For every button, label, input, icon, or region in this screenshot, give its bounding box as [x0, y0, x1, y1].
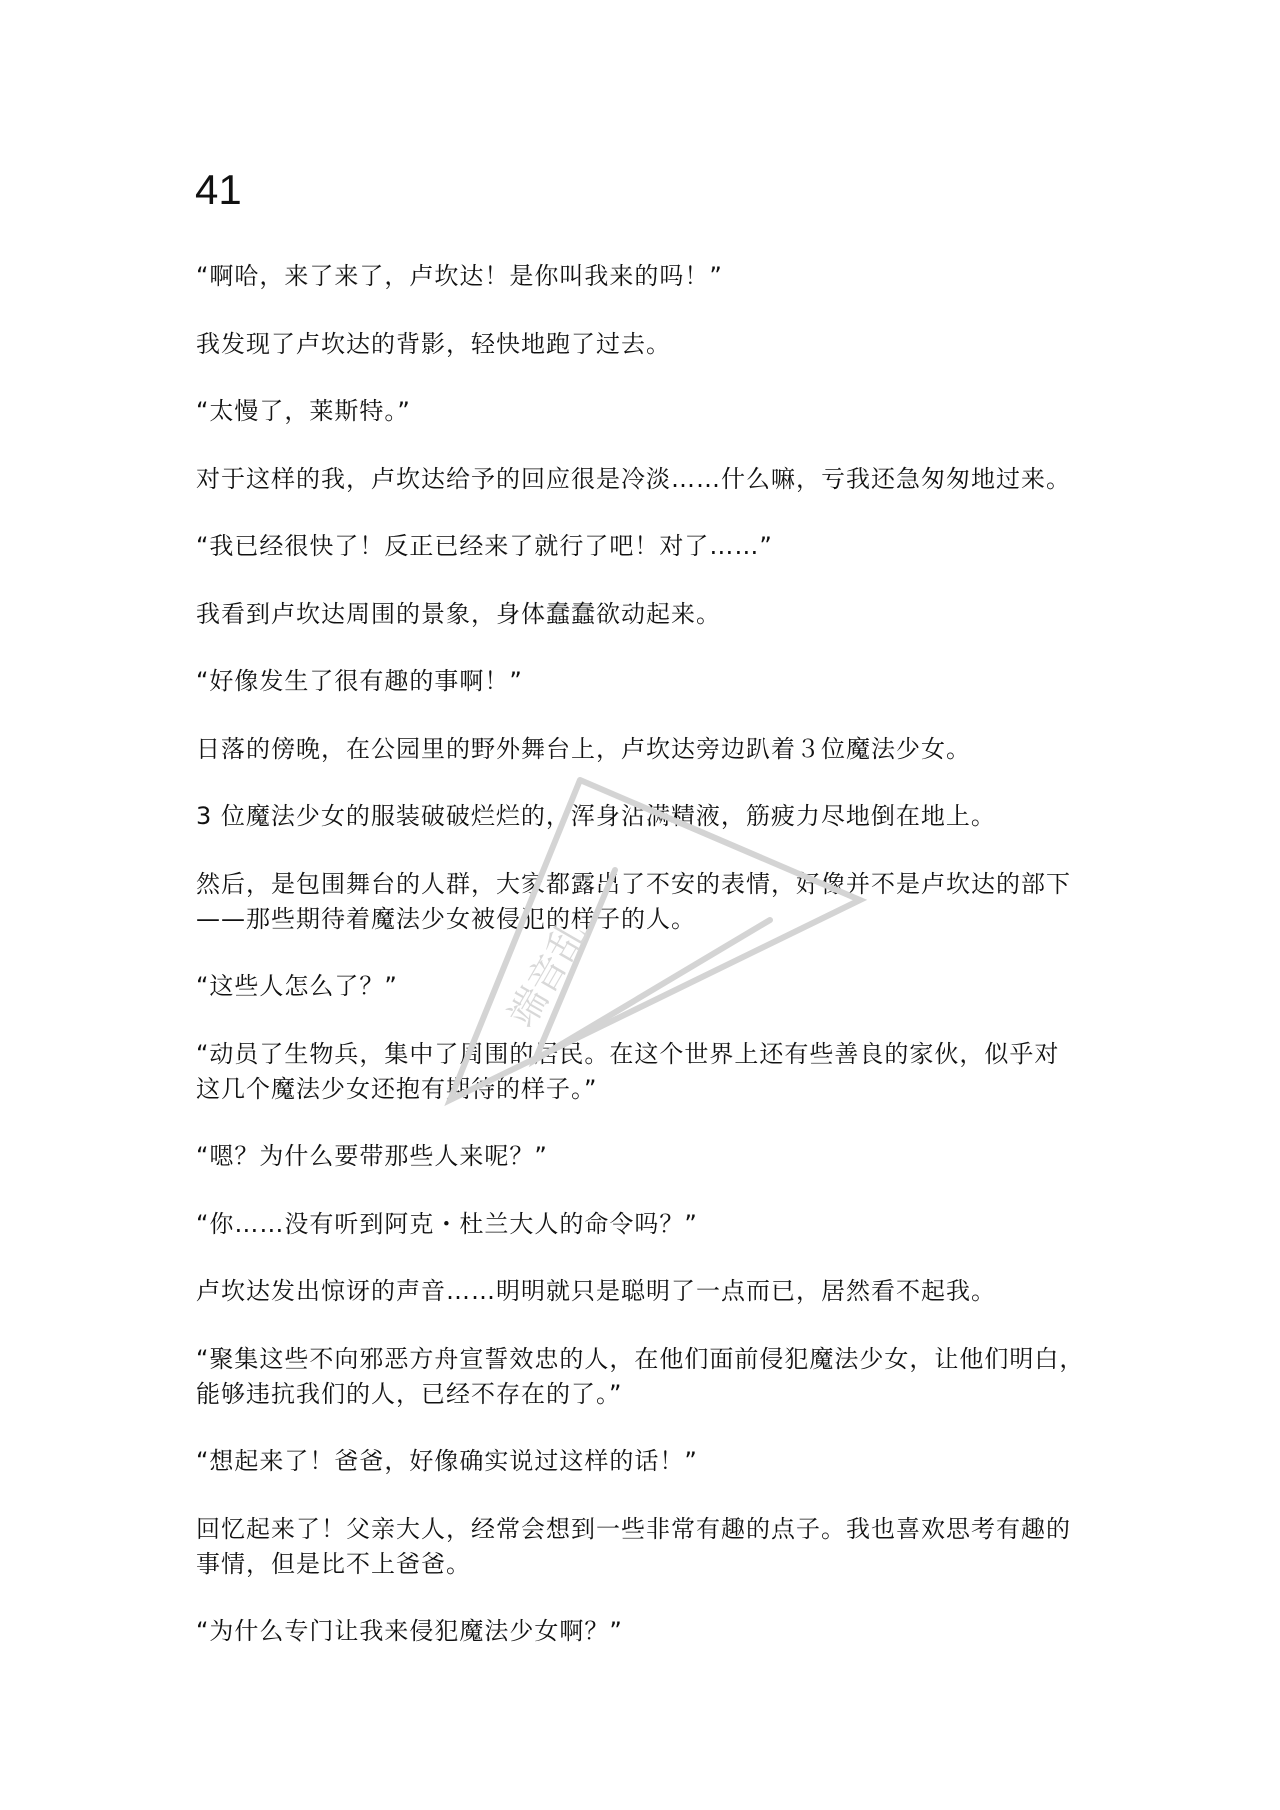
paragraph	[196, 1614, 1116, 1649]
paragraph-line: 卢坎达发出惊讶的声音……明明就只是聪明了一点而已，居然看不起我。	[196, 1277, 996, 1305]
paragraph	[196, 394, 1116, 429]
paragraph	[196, 664, 1116, 699]
paragraph	[196, 327, 1116, 362]
paragraph-line: “好像发生了很有趣的事啊！”	[196, 667, 523, 695]
paragraph-line: “我已经很快了！反正已经来了就行了吧！对了……”	[196, 532, 773, 560]
paragraph	[196, 597, 1116, 632]
chapter-number: 41	[195, 166, 242, 213]
paragraph-line: 然后，是包围舞台的人群，大家都露出了不安的表情，好像并不是卢坎达的部下	[196, 869, 1071, 898]
chapter-body	[196, 259, 1116, 1682]
paragraph-line: 3 位魔法少女的服装破破烂烂的，浑身沾满精液，筋疲力尽地倒在地上。	[196, 802, 996, 830]
paragraph	[196, 462, 1116, 497]
paragraph-line: 我发现了卢坎达的背影，轻快地跑了过去。	[196, 329, 671, 358]
paragraph	[196, 1037, 1116, 1107]
paragraph-line: “啊哈，来了来了，卢坎达！是你叫我来的吗！”	[196, 262, 723, 290]
paragraph	[196, 1207, 1116, 1242]
paragraph-line: 日落的傍晚，在公园里的野外舞台上，卢坎达旁边趴着３位魔法少女。	[196, 734, 971, 763]
paragraph-line: 事情，但是比不上爸爸。	[196, 1549, 471, 1578]
paragraph	[196, 259, 1116, 294]
paragraph-line: 我看到卢坎达周围的景象，身体蠢蠢欲动起来。	[196, 599, 721, 628]
paragraph-line: 对于这样的我，卢坎达给予的回应很是冷淡……什么嘛，亏我还急匆匆地过来。	[196, 464, 1071, 493]
svg-text:端音乱: 端音乱	[499, 913, 595, 1035]
paragraph-line: “想起来了！爸爸，好像确实说过这样的话！”	[196, 1447, 698, 1475]
paragraph-line: “这些人怎么了？”	[196, 972, 398, 1000]
paragraph	[196, 529, 1116, 564]
paragraph-line: 回忆起来了！父亲大人，经常会想到一些非常有趣的点子。我也喜欢思考有趣的	[196, 1514, 1071, 1543]
paragraph-line: “聚集这些不向邪恶方舟宣誓效忠的人，在他们面前侵犯魔法少女，让他们明白，	[196, 1344, 1085, 1373]
paragraph	[196, 867, 1116, 937]
paragraph	[196, 1512, 1116, 1582]
paragraph	[196, 1139, 1116, 1174]
paragraph-line: “太慢了，莱斯特。”	[196, 397, 411, 425]
paragraph-line: “动员了生物兵，集中了周围的居民。在这个世界上还有些善良的家伙，似乎对	[196, 1039, 1060, 1068]
paragraph	[196, 1444, 1116, 1479]
paragraph-line: ——那些期待着魔法少女被侵犯的样子的人。	[196, 904, 696, 933]
paragraph	[196, 732, 1116, 767]
paragraph-line: “为什么专门让我来侵犯魔法少女啊？”	[196, 1617, 623, 1645]
paragraph	[196, 799, 1116, 834]
paragraph-line: “嗯？为什么要带那些人来呢？”	[196, 1142, 548, 1170]
paragraph-line: 能够违抗我们的人，已经不存在的了。”	[196, 1379, 623, 1408]
paragraph	[196, 1274, 1116, 1309]
paragraph-line: “你……没有听到阿克・杜兰大人的命令吗？”	[196, 1209, 698, 1238]
paragraph	[196, 1342, 1116, 1412]
paragraph	[196, 969, 1116, 1004]
paragraph-line: 这几个魔法少女还抱有期待的样子。”	[196, 1074, 598, 1103]
